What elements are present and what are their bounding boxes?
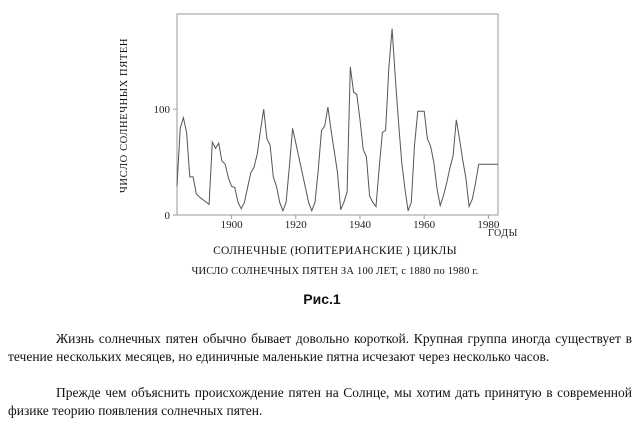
y-tick-label: 0 [164,210,170,222]
x-tick-label: 1960 [413,219,436,231]
paragraph-1: Жизнь солнечных пятен обычно бывает довольно короткой. Крупная группа иногда существует в течение нескольких месяцев, но единичные маленькие пятна исчезают через несколько часов. [8,331,632,364]
y-axis-title: ЧИСЛО СОЛНЕЧНЫХ ПЯТЕН [119,37,130,193]
x-axis-ticks [221,215,500,231]
x-tick-label: 1980 [477,219,500,231]
figure-caption-subtitle: ЧИСЛО СОЛНЕЧНЫХ ПЯТЕН ЗА 100 ЛЕТ, с 1880 по 1980 г. [191,266,479,277]
y-tick-label: 100 [153,104,170,117]
plot-frame [177,14,498,215]
x-axis-label: ГОДЫ [488,228,518,239]
paragraph-2: Прежде чем объяснить происхождение пятен на Солнце, мы хотим дать принятую в современной физике теорию появления солнечных пятен. [8,385,632,418]
figure-caption-title: СОЛНЕЧНЫЕ (ЮПИТЕРИАНСКИЕ ) ЦИКЛЫ [213,245,457,257]
sunspot-series-line [177,29,498,211]
x-tick-label: 1940 [348,219,371,231]
x-tick-label: 1900 [220,219,243,231]
figure-label: Рис.1 [303,291,341,307]
y-axis-ticks [154,104,178,222]
x-tick-label: 1920 [284,219,307,231]
